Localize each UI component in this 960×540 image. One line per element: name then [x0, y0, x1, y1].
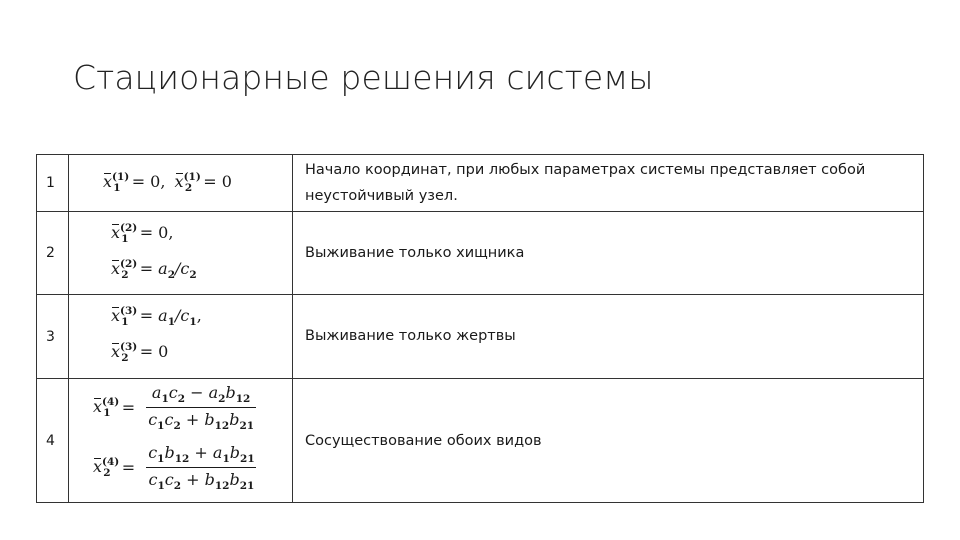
- formula-cell: [69, 212, 293, 295]
- table-row: [37, 212, 924, 295]
- row-number: 1: [37, 155, 69, 212]
- formula-line: $x^{(3)}_1 = a_1/c_1$,: [111, 305, 202, 328]
- stationary-solutions-table: [36, 154, 924, 503]
- description-cell: Выживание только хищника: [293, 212, 924, 295]
- formula-cell: [69, 155, 293, 212]
- formula-line: $x^{(2)}_1 = 0$,: [111, 222, 174, 245]
- formula-line: $x^{(2)}_2 = a_2/c_2$: [111, 258, 197, 281]
- formula-line: $x^{(3)}_2 = 0$: [111, 341, 169, 364]
- formula-cell: [69, 295, 293, 379]
- fraction: $\frac{c_1b_{12} + a_1b_{21}}{c_1c_2 + b_{12}b_{21}}$: [148, 443, 255, 492]
- description-cell: Выживание только жертвы: [293, 295, 924, 379]
- formula-line: $x^{(4)}_2$ = $\frac{c_1b_{12} + a_1b_{21}}{c_1c_2 + b_{12}b_{21}}$: [93, 443, 255, 492]
- table-row: [37, 155, 924, 212]
- row-number: 2: [37, 212, 69, 295]
- row-number: 3: [37, 295, 69, 379]
- table-row: [37, 295, 924, 379]
- fraction: $\frac{a_1c_2 - a_2b_{12}}{c_1c_2 + b_{12}b_{21}}$: [148, 383, 255, 432]
- row-number: 4: [37, 379, 69, 503]
- description-cell: Начало координат, при любых параметрах системы представляет собой неустойчивый узел.: [293, 155, 924, 212]
- formula-line: $x^{(4)}_1$ = $\frac{a_1c_2 - a_2b_{12}}{c_1c_2 + b_{12}b_{21}}$: [93, 383, 255, 432]
- formula-line: $x^{(1)}_1 = 0$, $x^{(1)}_2 = 0$: [103, 171, 232, 194]
- table-row: [37, 379, 924, 503]
- description-cell: Сосуществование обоих видов: [293, 379, 924, 503]
- slide-title: Стационарные решения системы: [73, 58, 654, 97]
- formula-cell: [69, 379, 293, 503]
